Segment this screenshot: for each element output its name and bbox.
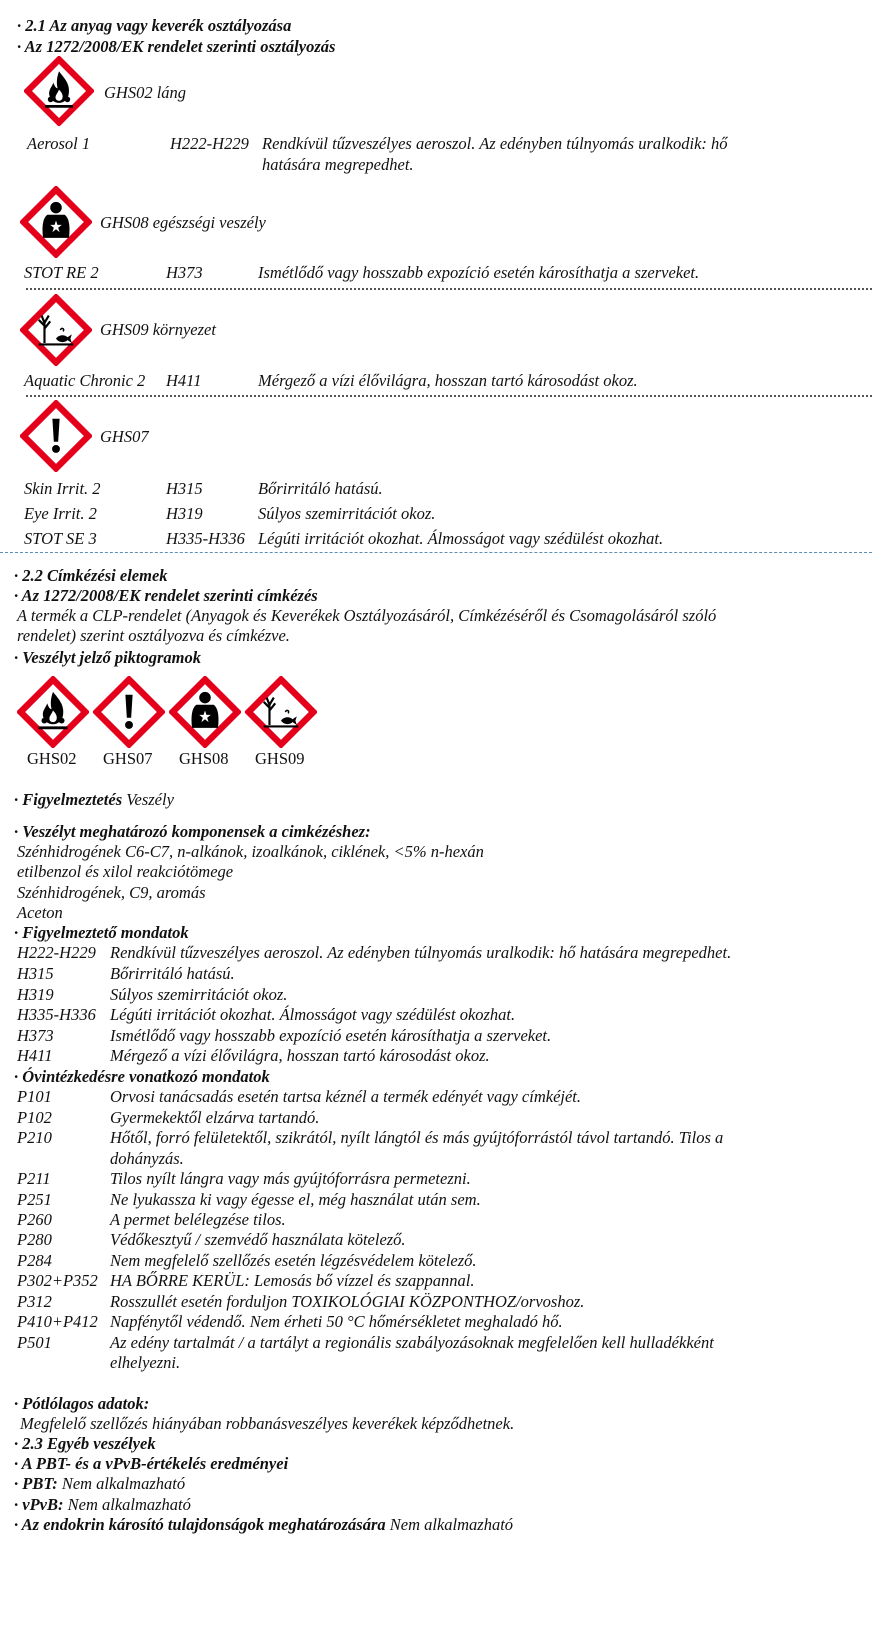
pictogram-caption: GHS07: [103, 749, 153, 768]
signal-word-row: [14, 789, 174, 810]
p-code: P280: [17, 1230, 52, 1249]
p-code: P251: [17, 1190, 52, 1209]
component-item: Szénhidrogének C6-C7, n-alkánok, izoalkánok, ciklének, <5% n-hexán: [17, 842, 484, 861]
p-code: P302+P352: [17, 1271, 98, 1290]
p-text: HA BŐRRE KERÜL: Lemosás bő vízzel és szappannal.: [110, 1271, 475, 1290]
p-code: P312: [17, 1292, 52, 1311]
hazard-class: Skin Irrit. 2: [24, 479, 101, 498]
pictogram-label-ghs02: GHS02 láng: [104, 83, 187, 102]
health-hazard-icon: [169, 676, 241, 748]
hazard-class: Eye Irrit. 2: [24, 504, 97, 523]
pictograms-heading: · Veszélyt jelző piktogramok: [14, 648, 201, 667]
section-divider: [0, 552, 872, 553]
dotted-divider: [26, 395, 872, 397]
p-text: Ne lyukassza ki vagy égesse el, még használat után sem.: [110, 1190, 481, 1209]
h-text: Ismétlődő vagy hosszabb expozíció esetén károsíthatja a szerveket.: [110, 1026, 552, 1045]
additional-info-text: Megfelelő szellőzés hiányában robbanásveszélyes keverékek képződhetnek.: [20, 1414, 515, 1433]
p-code: P211: [17, 1169, 51, 1188]
p-text: A permet belélegzése tilos.: [110, 1210, 286, 1229]
hazard-text: Mérgező a vízi élővilágra, hosszan tartó károsodást okoz.: [258, 371, 638, 390]
hazard-class: STOT RE 2: [24, 263, 99, 282]
h-code: H319: [17, 985, 54, 1004]
pbt-row: [14, 1473, 185, 1494]
hazard-class: Aerosol 1: [27, 134, 91, 153]
precaution-heading: · Óvintézkedésre vonatkozó mondatok: [14, 1067, 270, 1086]
hazard-class: STOT SE 3: [24, 529, 97, 548]
signal-label: · Figyelmeztetés: [14, 790, 123, 809]
pbt-heading: · A PBT- és a vPvB-értékelés eredményei: [14, 1454, 289, 1473]
vpvb-label: · vPvB:: [14, 1495, 64, 1514]
p-text: Rosszullét esetén forduljon TOXIKOLÓGIAI KÖZPONTHOZ/orvoshoz.: [110, 1292, 585, 1311]
p-code: P210: [17, 1128, 52, 1147]
component-item: etilbenzol és xilol reakciótömege: [17, 862, 234, 881]
hazard-text: Súlyos szemirritációt okoz.: [258, 504, 436, 523]
h-code: H373: [17, 1026, 54, 1045]
h-code: H222-H229: [17, 943, 96, 962]
p-text: Az edény tartalmát / a tartályt a regionális szabályozásoknak megfelelően kell hulladékként: [110, 1333, 714, 1352]
hazard-code: H411: [166, 371, 202, 390]
h-code: H411: [17, 1046, 53, 1065]
pictogram-label-ghs08: GHS08 egészségi veszély: [100, 213, 266, 232]
h-text: Mérgező a vízi élővilágra, hosszan tartó károsodást okoz.: [110, 1046, 490, 1065]
hazard-statements-heading: · Figyelmeztető mondatok: [14, 923, 189, 942]
h-text: Bőrirritáló hatású.: [110, 964, 235, 983]
hazard-text: Bőrirritáló hatású.: [258, 479, 383, 498]
hazard-code: H319: [166, 504, 203, 523]
environment-icon: [20, 294, 92, 366]
flame-icon: [24, 56, 94, 126]
hazard-class: Aquatic Chronic 2: [24, 371, 146, 390]
dotted-divider: [26, 288, 872, 290]
p-text: Nem megfelelő szellőzés esetén légzésvédelem kötelező.: [110, 1251, 477, 1270]
pictogram-label-ghs09: GHS09 környezet: [100, 320, 216, 339]
p-code: P501: [17, 1333, 52, 1352]
component-item: Aceton: [17, 903, 63, 922]
labelling-subheading: · Az 1272/2008/EK rendelet szerinti címkézés: [14, 586, 318, 605]
p-text: Tilos nyílt lángra vagy más gyújtóforrásra permetezni.: [110, 1169, 471, 1188]
flame-icon: [17, 676, 89, 748]
p-code: P410+P412: [17, 1312, 98, 1331]
h-code: H335-H336: [17, 1005, 96, 1024]
hazard-code: H335-H336: [166, 529, 245, 548]
classification-subheading: · Az 1272/2008/EK rendelet szerinti osztályozás: [17, 37, 336, 56]
p-text: Védőkesztyű / szemvédő használata kötelező.: [110, 1230, 406, 1249]
pictogram-label-ghs07: GHS07: [100, 427, 149, 446]
environment-icon: [245, 676, 317, 748]
pbt-label: · PBT:: [14, 1474, 58, 1493]
endocrine-label: · Az endokrin károsító tulajdonságok meghatározására: [14, 1515, 386, 1534]
p-text: Orvosi tanácsadás esetén tartsa kéznél a termék edényét vagy címkéjét.: [110, 1087, 582, 1106]
pictogram-caption: GHS02: [27, 749, 77, 768]
pbt-value: Nem alkalmazható: [61, 1474, 186, 1493]
hazard-code: H315: [166, 479, 203, 498]
hazard-text: Ismétlődő vagy hosszabb expozíció esetén károsíthatja a szerveket.: [258, 263, 700, 282]
hazard-text-cont: hatására megrepedhet.: [262, 155, 414, 174]
hazard-text: Rendkívül tűzveszélyes aeroszol. Az edényben túlnyomás uralkodik: hő: [262, 134, 728, 153]
p-text: Napfénytől védendő. Nem érheti 50 °C hőmérsékletet meghaladó hő.: [110, 1312, 563, 1331]
endocrine-value: Nem alkalmazható: [389, 1515, 514, 1534]
signal-word: Veszély: [126, 790, 174, 809]
pictogram-caption: GHS08: [179, 749, 229, 768]
hazard-code: H222-H229: [170, 134, 249, 153]
pictogram-caption: GHS09: [255, 749, 305, 768]
health-hazard-icon: [20, 186, 92, 258]
p-code: P260: [17, 1210, 52, 1229]
p-text-cont: elhelyezni.: [110, 1353, 181, 1372]
p-code: P101: [17, 1087, 52, 1106]
components-heading: · Veszélyt meghatározó komponensek a cimkézéshez:: [14, 822, 371, 841]
intro-line-1: A termék a CLP-rendelet (Anyagok és Keverékek Osztályozásáról, Címkézéséről és Csomagolásáról szóló: [17, 606, 717, 625]
endocrine-row: [14, 1514, 513, 1535]
p-code: P102: [17, 1108, 52, 1127]
vpvb-value: Nem alkalmazható: [67, 1495, 191, 1514]
section-2-2-heading: · 2.2 Címkézési elemek: [14, 566, 168, 585]
intro-line-2: rendelet) szerint osztályozva és címkézve.: [17, 626, 290, 645]
section-2-3-heading: · 2.3 Egyéb veszélyek: [14, 1434, 156, 1453]
exclamation-icon: [93, 676, 165, 748]
h-text: Rendkívül tűzveszélyes aeroszol. Az edényben túlnyomás uralkodik: hő hatására megrepedhet.: [110, 943, 732, 962]
p-text: Hőtől, forró felületektől, szikrától, nyílt lángtól és más gyújtóforrástól távol tartandó. Tilos a: [110, 1128, 724, 1147]
p-text: Gyermekektől elzárva tartandó.: [110, 1108, 320, 1127]
h-code: H315: [17, 964, 54, 983]
additional-info-heading: · Pótlólagos adatok:: [14, 1394, 150, 1413]
section-2-1-heading: · 2.1 Az anyag vagy keverék osztályozása: [17, 16, 292, 35]
h-text: Légúti irritációt okozhat. Álmosságot vagy szédülést okozhat.: [110, 1005, 516, 1024]
hazard-code: H373: [166, 263, 203, 282]
p-code: P284: [17, 1251, 52, 1270]
component-item: Szénhidrogének, C9, aromás: [17, 883, 206, 902]
hazard-text: Légúti irritációt okozhat. Álmosságot vagy szédülést okozhat.: [258, 529, 664, 548]
vpvb-row: [14, 1494, 191, 1515]
exclamation-icon: [20, 400, 92, 472]
p-text-cont: dohányzás.: [110, 1149, 184, 1168]
h-text: Súlyos szemirritációt okoz.: [110, 985, 288, 1004]
